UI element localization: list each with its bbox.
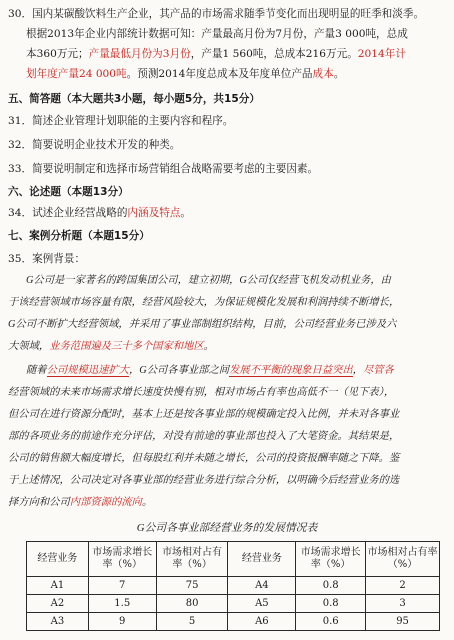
table-cell: 7 (88, 577, 156, 595)
case-p2-line-6: 于上述情况，公司决定对各事业部的经营业务进行综合分析，以明确今后经营业务的选 (8, 475, 400, 486)
header-share: 市场相对占有率（%） (156, 542, 228, 577)
q30-highlight-lowest-month: 产量最低月份为3月份 (88, 48, 191, 60)
case-p2-line-7: 择方向和公司内部资源的流向。 (8, 497, 153, 508)
case-p1-line-2: 于该经营领域市场容量有限，经营风险较大，为保证规模化发展和利润持续不断增长， (8, 297, 400, 308)
header-business: 经营业务 (27, 542, 89, 577)
header-business-2: 经营业务 (228, 542, 296, 577)
table-cell: A2 (27, 595, 89, 613)
section-5-heading: 五、简答题（本大题共3小题，每小题5分，共15分） (8, 93, 260, 105)
table-cell: A4 (228, 577, 296, 595)
table-cell: A6 (228, 613, 296, 631)
case-p2-line-1: 随着公司规模迅速扩大，G公司各事业部之间发展不平衡的现象日益突出，尽管各 (26, 365, 394, 376)
header-share-2: 市场相对占有率（%） (366, 542, 440, 577)
table-header-row (27, 542, 440, 577)
table-cell: 95 (366, 613, 440, 631)
table-cell: 5 (156, 613, 228, 631)
q31: 31．简述企业管理计划职能的主要内容和程序。 (8, 115, 234, 127)
table-cell: 80 (156, 595, 228, 613)
q30-line-1: 30．国内某碳酸饮料生产企业，其产品的市场需求随季节变化而出现明显的旺季和淡季。 (8, 8, 425, 20)
table-cell: 2 (366, 577, 440, 595)
table-cell: A1 (27, 577, 89, 595)
case-p2-line-3: 但公司在进行资源分配时，基本上还是按各事业部的规模确定投入比例，并未对各事业 (8, 409, 400, 420)
q30-line-3: 本360万元；产量最低月份为3月份，产量1 560吨，总成本216万元。2014年计 (26, 48, 406, 60)
business-development-table (26, 541, 440, 631)
case-p1-line-4: 大领域，业务范围遍及三十多个国家和地区。 (8, 341, 214, 352)
q30-line-2: 根据2013年企业内部统计数据可知：产量最高月份为7月份，产量3 000吨，总成 (26, 28, 408, 40)
table-cell: 9 (88, 613, 156, 631)
table-row (27, 595, 440, 613)
q35-label: 35．案例背景： (8, 253, 86, 265)
table-cell: A5 (228, 595, 296, 613)
section-6-heading: 六、论述题（本题13分） (8, 186, 129, 198)
table-cell: 0.8 (296, 595, 366, 613)
q30-highlight-plan-year: 2014年计 (357, 48, 406, 60)
q30-line-4: 划年度产量24 000吨。预测2014年度总成本及年度单位产品成本。 (26, 68, 345, 80)
header-growth-2: 市场需求增长率（%） (296, 542, 366, 577)
case-p2-line-2: 经营领域的未来市场需求增长速度快慢有别，相对市场占有率也高低不一（见下表）， (8, 387, 395, 398)
table-cell: 1.5 (88, 595, 156, 613)
table-cell: 0.6 (296, 613, 366, 631)
q30-highlight-cost: 成本 (312, 68, 334, 80)
q33: 33．简要说明制定和选择市场营销组合战略需要考虑的主要因素。 (8, 163, 319, 175)
table-cell: 75 (156, 577, 228, 595)
case-p2-line-4: 部的各项业务的前途作充分评估，对没有前途的事业部也投入了大笔资金。其结果是， (8, 431, 400, 442)
q34: 34．试述企业经营战略的内涵及特点。 (8, 207, 191, 219)
table-cell: A3 (27, 613, 89, 631)
case-p1-line-1: G公司是一家著名的跨国集团公司，建立初期，G公司仅经营飞机发动机业务，由 (26, 275, 391, 286)
q32: 32．简要说明企业技术开发的种类。 (8, 139, 181, 151)
case-p2-line-5: 公司的销售额大幅度增长，但每股红利并未随之增长，公司的投资报酬率随之下降。鉴 (8, 453, 400, 464)
section-7-heading: 七、案例分析题（本题15分） (8, 230, 150, 242)
table-row (27, 613, 440, 631)
table-cell: 3 (366, 595, 440, 613)
q30-highlight-plan-output: 划年度产量24 000吨 (26, 68, 127, 80)
table-title: G公司各事业部经营业务的发展情况表 (136, 522, 318, 534)
q34-highlight: 内涵及特点 (127, 207, 181, 219)
table-row (27, 577, 440, 595)
case-p1-line-3: G公司不断扩大经营领域，并采用了事业部制组织结构，目前，公司经营业务已涉及六 (8, 319, 397, 330)
table-cell: 0.8 (296, 577, 366, 595)
header-growth: 市场需求增长率（%） (88, 542, 156, 577)
